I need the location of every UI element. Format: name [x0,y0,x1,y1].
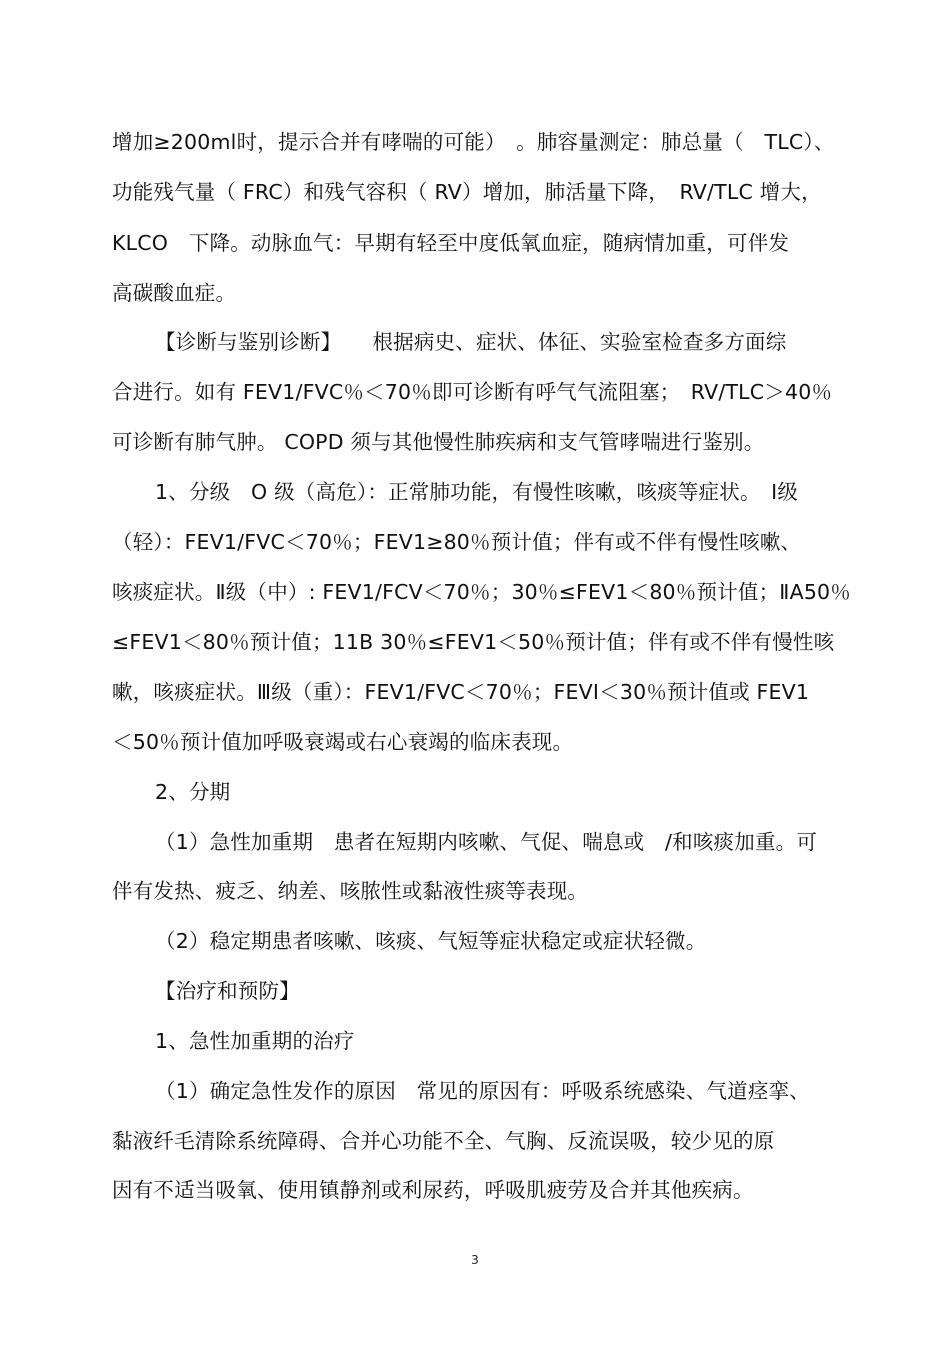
text-line: ≤FEV1＜80％预计值；11B 30％≤FEV1＜50％预计值；伴有或不伴有慢性咳 [112,630,835,654]
text-line: 1、急性加重期的治疗 [155,1029,355,1053]
text-line: 伴有发热、疲乏、纳差、咳脓性或黏液性痰等表现。 [112,879,589,903]
text-line: （1）确定急性发作的原因 常见的原因有：呼吸系统感染、气道痉挛、 [155,1079,810,1103]
text-line: 功能残气量（ FRC）和残气容积（ RV）增加，肺活量下降， RV/TLC 增大， [112,180,822,204]
text-line: 增加≥200ml时，提示合并有哮喘的可能） 。肺容量测定：肺总量（ TLC）、 [112,130,835,154]
text-line: （2）稳定期患者咳嗽、咳痰、气短等症状稳定或症状轻微。 [155,929,707,953]
text-line: ＜50％预计值加呼吸衰竭或右心衰竭的临床表现。 [112,730,574,754]
page-number: 3 [471,1253,479,1267]
text-line: 咳痰症状。Ⅱ级（中）: FEV1/FCV＜70％；30％≤FEV1＜80％预计值；ⅡA50％ [112,580,852,604]
text-line: 黏液纤毛清除系统障碍、合并心功能不全、气胸、反流误吸，较少见的原 [112,1129,775,1153]
text-line: （轻）：FEV1/FVC＜70％；FEV1≥80％预计值；伴有或不伴有慢性咳嗽、 [112,530,802,554]
text-line: 因有不适当吸氧、使用镇静剂或利尿药，呼吸肌疲劳及合并其他疾病。 [112,1178,754,1202]
text-line: （1）急性加重期 患者在短期内咳嗽、气促、喘息或 /和咳痰加重。可 [155,830,818,854]
text-line-grading: 1、分级 O 级（高危）：正常肺功能，有慢性咳嗽，咳痰等症状。 Ⅰ级 [155,480,799,504]
section-heading-diagnosis: 【诊断与鉴别诊断】 根据病史、症状、体征、实验室检查多方面综 [155,330,787,354]
text-line: 可诊断有肺气肿。 COPD 须与其他慢性肺疾病和支气管哮喘进行鉴别。 [112,430,765,454]
text-line: 高碳酸血症。 [112,281,237,305]
section-heading-treatment: 【治疗和预防】 [155,979,300,1003]
text-line: 嗽，咳痰症状。Ⅲ级（重）：FEV1/FVC＜70％；FEVI＜30％预计值或 FEV1 [112,680,810,704]
text-line-staging: 2、分期 [155,780,231,804]
text-line: 合进行。如有 FEV1/FVC％＜70％即可诊断有呼气气流阻塞； RV/TLC＞40％ [112,380,833,404]
text-line: KLCO 下降。动脉血气：早期有轻至中度低氧血症，随病情加重，可伴发 [112,231,790,255]
